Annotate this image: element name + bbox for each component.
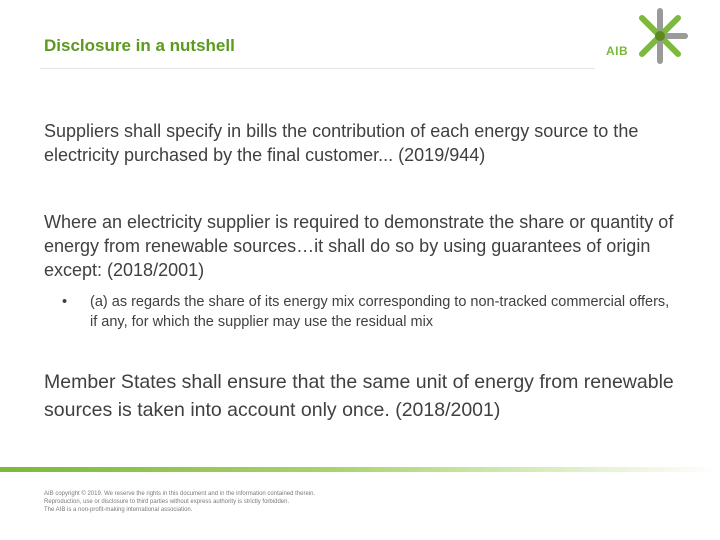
footer-copyright: [44, 490, 444, 514]
bullet-marker: •: [62, 294, 68, 310]
footer-line: The AIB is a non-profit-making international association.: [44, 507, 193, 513]
bullet-text: (a) as regards the share of its energy mix corresponding to non-tracked commercial offers, if any, for which the supplier may use the residual mix: [90, 294, 670, 330]
paragraph-billing: Suppliers shall specify in bills the contribution of each energy source to the electricity purchased by the final customer... (2019/944): [44, 121, 639, 165]
paragraph-double-counting: Member States shall ensure that the same unit of energy from renewable sources is taken into account only once. (2018/2001): [44, 371, 674, 421]
logo-text: AIB: [606, 44, 629, 58]
aib-logo-icon: [630, 6, 690, 66]
footer-line: AIB copyright © 2019. We reserve the rights in this document and in the information contained therein.: [44, 491, 316, 497]
paragraph-guarantees-of-origin: Where an electricity supplier is required to demonstrate the share or quantity of energy from renewable sources…it shall do so by using guarantees of origin except: (2018/2001): [44, 212, 674, 280]
footer-accent-bar: [0, 467, 720, 472]
footer-line: Reproduction, use or disclosure to third parties without express authority is strictly forbidden.: [44, 499, 290, 505]
header-divider: [40, 68, 595, 69]
slide-title: Disclosure in a nutshell: [44, 36, 235, 55]
